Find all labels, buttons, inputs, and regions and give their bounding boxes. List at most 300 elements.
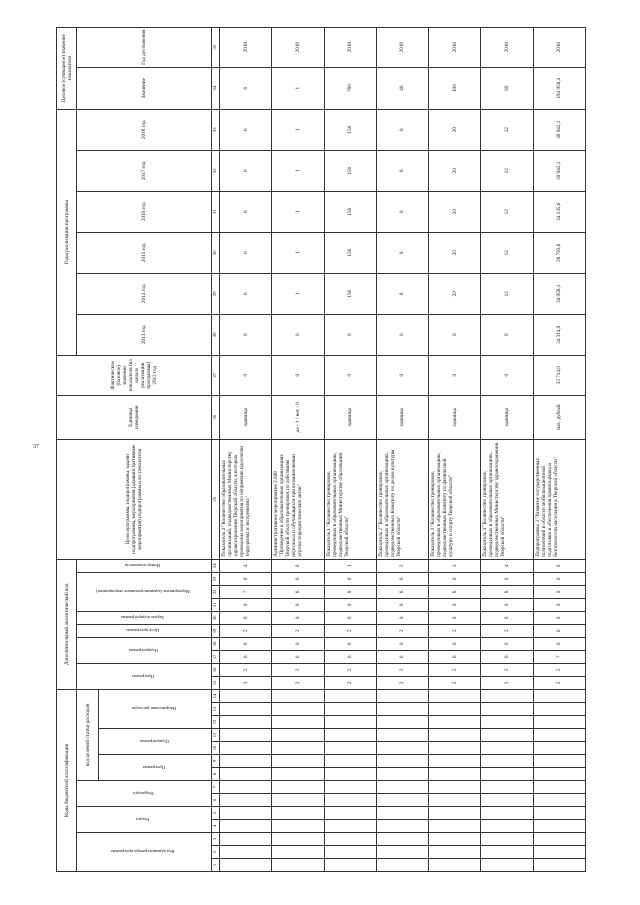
- analytic-code-digit: 6: [376, 650, 428, 663]
- budget-code-cell: [324, 742, 376, 755]
- budget-code-cell: [481, 846, 533, 859]
- row-year-value: 34 314,9: [533, 314, 585, 355]
- row-target-value: 40: [376, 67, 428, 109]
- column-number: 24: [211, 559, 219, 572]
- row-year-value: 156: [324, 109, 376, 150]
- budget-code-cell: [376, 833, 428, 846]
- header-subprogram: Подпрограмма: [99, 729, 212, 755]
- analytic-code-digit: 0: [219, 637, 271, 650]
- row-year-value: 0: [481, 314, 533, 355]
- analytic-code-digit: 2: [429, 624, 481, 637]
- column-number: 29: [211, 273, 219, 314]
- column-number: 20: [211, 611, 219, 624]
- analytic-code-digit: 6: [481, 650, 533, 663]
- budget-code-cell: [324, 846, 376, 859]
- row-year-value: 8: [376, 232, 428, 273]
- budget-code-cell: [481, 716, 533, 729]
- budget-code-cell: [272, 742, 324, 755]
- row-year-value: 8: [376, 273, 428, 314]
- table-row: [429, 27, 481, 871]
- row-year-value: 1: [272, 109, 324, 150]
- analytic-code-digit: 6: [219, 650, 271, 663]
- analytic-code-digit: 2: [376, 624, 428, 637]
- budget-code-cell: [429, 820, 481, 833]
- analytic-code-digit: 0: [481, 572, 533, 585]
- analytic-code-digit: 6: [272, 650, 324, 663]
- analytic-code-digit: 0: [376, 637, 428, 650]
- row-year-value: 20: [429, 150, 481, 191]
- budget-code-cell: [219, 846, 271, 859]
- column-number: 13: [211, 703, 219, 716]
- budget-code-cell: [429, 794, 481, 807]
- table-row: [272, 27, 324, 871]
- analytic-code-digit: 0: [533, 559, 585, 572]
- analytic-code-digit: 2: [533, 663, 585, 676]
- budget-code-cell: [481, 703, 533, 716]
- budget-code-cell: [429, 768, 481, 781]
- row-name: Административное мероприятие 2.008 "Проведение в образовательных организациях Тверской области тренировок по действиям персонала и обучающихся при возникновении угрозы террористических актов": [272, 439, 324, 559]
- analytic-code-digit: 0: [219, 611, 271, 624]
- header-target-year: Год достижения: [77, 27, 212, 67]
- column-number: 30: [211, 232, 219, 273]
- row-unit: тыс. рублей: [533, 395, 585, 439]
- budget-code-cell: [272, 716, 324, 729]
- row-name: Показатель 2 "Количество тренировок, проведенных в образовательных организациях, подведомственных Комитету по делам культуры Тверской области": [376, 439, 428, 559]
- budget-code-cell: [376, 846, 428, 859]
- header-budget-codes: Коды бюджетной классификации: [57, 689, 77, 871]
- row-year-value: 6: [219, 232, 271, 273]
- row-actual: 0: [272, 355, 324, 395]
- header-unit: Единица измерения: [57, 395, 212, 439]
- row-unit: единица: [376, 395, 428, 439]
- budget-code-cell: [324, 768, 376, 781]
- column-number: 34: [211, 67, 219, 109]
- budget-code-cell: [429, 846, 481, 859]
- rotated-table-container: [56, 27, 586, 872]
- budget-code-cell: [376, 807, 428, 820]
- row-target-year: 2018: [376, 27, 428, 67]
- row-year-value: 1: [272, 150, 324, 191]
- analytic-code-digit: 2: [429, 676, 481, 689]
- header-podrazdel: Подраздел: [77, 781, 212, 807]
- column-number: 1: [211, 859, 219, 872]
- budget-code-cell: [219, 768, 271, 781]
- analytic-code-digit: 0: [533, 611, 585, 624]
- analytic-code-digit: 0: [481, 611, 533, 624]
- budget-code-cell: [272, 820, 324, 833]
- analytic-code-digit: 8: [272, 585, 324, 598]
- budget-code-cell: [324, 833, 376, 846]
- row-year-value: 20: [429, 191, 481, 232]
- header-target: Целевое (суммарное) значение показателя: [57, 27, 77, 109]
- budget-code-cell: [324, 781, 376, 794]
- analytic-code-digit: 0: [272, 637, 324, 650]
- budget-code-cell: [376, 742, 428, 755]
- budget-code-cell: [429, 833, 481, 846]
- budget-code-cell: [324, 807, 376, 820]
- budget-code-cell: [429, 859, 481, 872]
- analytic-code-digit: 2: [272, 624, 324, 637]
- budget-code-cell: [481, 755, 533, 768]
- column-number: 33: [211, 109, 219, 150]
- budget-code-cell: [376, 729, 428, 742]
- budget-code-cell: [481, 820, 533, 833]
- header-year-2017: 2017 год: [77, 150, 212, 191]
- budget-code-cell: [429, 689, 481, 702]
- row-name: Показатель 3 "Количество тренировок, проведенных в образовательных организациях, подведомственных Комитету по физической культуре и спорту Тверской области": [429, 439, 481, 559]
- row-target-year: 2018: [429, 27, 481, 67]
- analytic-code-digit: 2: [376, 676, 428, 689]
- row-year-value: 20: [429, 232, 481, 273]
- column-number: 16: [211, 663, 219, 676]
- budget-code-cell: [429, 807, 481, 820]
- row-target-value: 1: [272, 67, 324, 109]
- table-row: [219, 27, 271, 871]
- budget-code-cell: [324, 729, 376, 742]
- header-year-2014: 2014 год: [77, 273, 212, 314]
- analytic-code-digit: 0: [272, 611, 324, 624]
- header-year-2018: 2018 год: [77, 109, 212, 150]
- budget-code-cell: [481, 833, 533, 846]
- column-number: 10: [211, 742, 219, 755]
- analytic-code-digit: 0: [429, 637, 481, 650]
- row-actual: 0: [429, 355, 481, 395]
- analytic-code-digit: 0: [272, 598, 324, 611]
- column-number: 28: [211, 314, 219, 355]
- analytic-code-digit: 4: [481, 559, 533, 572]
- budget-code-cell: [272, 703, 324, 716]
- budget-code-cell: [429, 716, 481, 729]
- column-number: 4: [211, 820, 219, 833]
- budget-code-cell: [533, 833, 585, 846]
- analytic-code-digit: 2: [429, 663, 481, 676]
- row-year-value: 12: [481, 191, 533, 232]
- budget-code-cell: [533, 703, 585, 716]
- header-a-goal: Цель программы: [77, 624, 212, 637]
- column-number: 19: [211, 624, 219, 637]
- header-a-subprogram: Подпрограмма: [77, 637, 212, 663]
- budget-code-cell: [272, 794, 324, 807]
- budget-code-cell: [481, 768, 533, 781]
- column-number: 15: [211, 676, 219, 689]
- budget-code-cell: [533, 689, 585, 702]
- budget-code-cell: [533, 807, 585, 820]
- header-year-2013: 2013 год: [77, 314, 212, 355]
- budget-code-cell: [429, 742, 481, 755]
- budget-code-cell: [324, 859, 376, 872]
- header-actual: Фактическое (базовое) значение показателя (на начало реализации программы) 2012 год: [57, 355, 212, 395]
- analytic-code-digit: 2: [481, 676, 533, 689]
- row-actual: 0: [219, 355, 271, 395]
- row-year-value: 156: [324, 273, 376, 314]
- budget-code-cell: [324, 689, 376, 702]
- budget-code-cell: [272, 846, 324, 859]
- program-indicators-table: [56, 27, 586, 872]
- analytic-code-digit: 6: [429, 650, 481, 663]
- budget-code-cell: [376, 689, 428, 702]
- row-year-value: 34 135,6: [533, 191, 585, 232]
- row-year-value: 12: [481, 232, 533, 273]
- header-razdel: Раздел: [77, 807, 212, 833]
- budget-code-cell: [219, 807, 271, 820]
- budget-code-cell: [219, 703, 271, 716]
- budget-code-cell: [324, 716, 376, 729]
- row-year-value: 6: [219, 191, 271, 232]
- header-a-event: Мероприятие (административное мероприятие): [77, 572, 212, 611]
- row-name: Показатель 4 "Количество образовательных организаций, подведомственных Министерству здравоохранения Тверской области, в которых проведены мероприятия по неприятию идеологии терроризма и экстремизма": [219, 439, 271, 559]
- header-a-program: Программа: [77, 663, 212, 689]
- analytic-code-digit: 0: [533, 637, 585, 650]
- analytic-code-digit: 8: [324, 585, 376, 598]
- row-target-value: 780: [324, 67, 376, 109]
- budget-code-cell: [324, 794, 376, 807]
- budget-code-cell: [219, 794, 271, 807]
- analytic-code-digit: 2: [376, 663, 428, 676]
- analytic-code-digit: 2: [219, 624, 271, 637]
- analytic-code-digit: 1: [324, 559, 376, 572]
- column-number: 6: [211, 794, 219, 807]
- budget-code-cell: [272, 781, 324, 794]
- budget-code-cell: [376, 781, 428, 794]
- row-year-value: 34 958,1: [533, 273, 585, 314]
- budget-code-cell: [324, 820, 376, 833]
- analytic-code-digit: 0: [429, 598, 481, 611]
- row-year-value: 8: [376, 109, 428, 150]
- analytic-code-digit: 0: [481, 637, 533, 650]
- budget-code-cell: [429, 703, 481, 716]
- analytic-code-digit: 0: [533, 572, 585, 585]
- row-actual: 33 714,0: [533, 355, 585, 395]
- budget-code-cell: [376, 820, 428, 833]
- budget-code-cell: [272, 807, 324, 820]
- row-year-value: 6: [219, 150, 271, 191]
- budget-code-cell: [481, 689, 533, 702]
- budget-code-cell: [533, 846, 585, 859]
- budget-code-cell: [481, 807, 533, 820]
- budget-code-cell: [533, 781, 585, 794]
- budget-code-cell: [481, 729, 533, 742]
- row-name: Подпрограмма 3 "Развитие государственных полномочий в области мобилизационной подготовки и обеспечения правопорядка и безопасности населения в Тверской области": [533, 439, 585, 559]
- row-year-value: 0: [324, 314, 376, 355]
- column-number: 7: [211, 781, 219, 794]
- analytic-code-digit: 0: [481, 598, 533, 611]
- analytic-code-digit: 3: [429, 559, 481, 572]
- column-number: 21: [211, 598, 219, 611]
- analytic-code-digit: 0: [376, 572, 428, 585]
- table-body: [219, 27, 585, 871]
- page-number: 37: [33, 444, 39, 450]
- budget-code-cell: [219, 729, 271, 742]
- budget-code-cell: [376, 768, 428, 781]
- row-year-value: 20: [429, 109, 481, 150]
- analytic-code-digit: 0: [533, 585, 585, 598]
- column-number: 31: [211, 191, 219, 232]
- budget-code-cell: [481, 781, 533, 794]
- header-year-2015: 2015 год: [77, 232, 212, 273]
- row-year-value: 12: [481, 150, 533, 191]
- row-year-value: 20: [429, 273, 481, 314]
- row-name: Показатель 4 "Количество тренировок, проведенных в образовательных организациях, подведомственных Министерству здравоохранения Тверской области": [481, 439, 533, 559]
- budget-code-cell: [533, 742, 585, 755]
- budget-code-cell: [219, 833, 271, 846]
- analytic-code-digit: 6: [324, 650, 376, 663]
- column-number: 5: [211, 807, 219, 820]
- row-actual: 0: [324, 355, 376, 395]
- budget-code-cell: [219, 755, 271, 768]
- row-unit: единица: [219, 395, 271, 439]
- row-unit: единица: [324, 395, 376, 439]
- analytic-code-digit: 0: [219, 598, 271, 611]
- table-row: [376, 27, 428, 871]
- analytic-code-digit: 2: [324, 663, 376, 676]
- budget-code-cell: [533, 716, 585, 729]
- analytic-code-digit: 0: [219, 572, 271, 585]
- row-target-value: 60: [481, 67, 533, 109]
- row-target-year: 2018: [481, 27, 533, 67]
- budget-code-cell: [533, 794, 585, 807]
- budget-code-cell: [272, 689, 324, 702]
- budget-code-cell: [219, 716, 271, 729]
- row-year-value: 0: [272, 314, 324, 355]
- column-number: 17: [211, 650, 219, 663]
- budget-code-cell: [481, 794, 533, 807]
- row-year-value: 1: [272, 191, 324, 232]
- table-row: [533, 27, 585, 871]
- analytic-code-digit: 0: [376, 598, 428, 611]
- row-target-value: 6: [219, 67, 271, 109]
- row-target-year: 2018: [272, 27, 324, 67]
- header-direction: Направление расходов: [99, 689, 212, 728]
- analytic-code-digit: 0: [324, 611, 376, 624]
- analytic-code-digit: 0: [272, 572, 324, 585]
- budget-code-cell: [272, 833, 324, 846]
- budget-code-cell: [533, 859, 585, 872]
- analytic-code-digit: 4: [219, 559, 271, 572]
- budget-code-cell: [324, 703, 376, 716]
- row-target-value: 100: [429, 67, 481, 109]
- column-number: 32: [211, 150, 219, 191]
- column-number: 23: [211, 572, 219, 585]
- row-year-value: 0: [376, 314, 428, 355]
- row-name: Показатель 1 "Количество тренировок, проведенных в образовательных организациях, подведомственных Министерству образования Тверской области": [324, 439, 376, 559]
- budget-code-cell: [219, 742, 271, 755]
- analytic-code-digit: 0: [533, 624, 585, 637]
- column-number: 14: [211, 689, 219, 702]
- row-actual: 0: [376, 355, 428, 395]
- budget-code-cell: [219, 859, 271, 872]
- budget-code-cell: [481, 859, 533, 872]
- budget-code-cell: [429, 729, 481, 742]
- analytic-code-digit: 2: [376, 559, 428, 572]
- analytic-code-digit: 0: [533, 598, 585, 611]
- header-name: Цели программы, подпрограммы, задачи подпрограммы, мероприятия (административные мероприятия) подпрограммы и их показатели: [57, 439, 212, 559]
- analytic-code-digit: 2: [533, 676, 585, 689]
- budget-code-cell: [481, 742, 533, 755]
- budget-code-cell: [272, 755, 324, 768]
- budget-code-cell: [376, 859, 428, 872]
- row-target-year: 2018: [219, 27, 271, 67]
- row-year-value: 6: [219, 273, 271, 314]
- row-year-value: 30 942,1: [533, 109, 585, 150]
- analytic-code-digit: 0: [324, 572, 376, 585]
- budget-code-cell: [533, 755, 585, 768]
- budget-code-cell: [376, 703, 428, 716]
- row-year-value: 0: [429, 314, 481, 355]
- row-year-value: 8: [376, 150, 428, 191]
- header-additional-code: Дополнительный аналитический код: [57, 559, 77, 689]
- budget-code-cell: [533, 729, 585, 742]
- row-year-value: 1: [272, 232, 324, 273]
- analytic-code-digit: 2: [219, 663, 271, 676]
- row-year-value: 156: [324, 232, 376, 273]
- column-number: 12: [211, 716, 219, 729]
- row-year-value: 28 793,6: [533, 232, 585, 273]
- analytic-code-digit: 2: [272, 663, 324, 676]
- analytic-code-digit: 2: [272, 676, 324, 689]
- budget-code-cell: [429, 755, 481, 768]
- column-number: 9: [211, 755, 219, 768]
- budget-code-cell: [533, 820, 585, 833]
- analytic-code-digit: 2: [324, 624, 376, 637]
- budget-code-cell: [272, 768, 324, 781]
- column-number: 2: [211, 846, 219, 859]
- budget-code-cell: [219, 781, 271, 794]
- row-unit: да - 1 / нет - 0: [272, 395, 324, 439]
- analytic-code-digit: 8: [376, 585, 428, 598]
- row-unit: единица: [429, 395, 481, 439]
- column-number: 35: [211, 27, 219, 67]
- column-number: 11: [211, 729, 219, 742]
- budget-code-cell: [376, 755, 428, 768]
- table-row: [324, 27, 376, 871]
- row-year-value: 0: [219, 314, 271, 355]
- column-number: 27: [211, 355, 219, 395]
- row-year-value: 6: [219, 109, 271, 150]
- budget-code-cell: [533, 768, 585, 781]
- analytic-code-digit: 2: [481, 624, 533, 637]
- header-year-2016: 2016 год: [77, 191, 212, 232]
- header-kcsr: код целевой статьи расходов: [77, 689, 99, 780]
- row-year-value: 8: [376, 191, 428, 232]
- column-number: 3: [211, 833, 219, 846]
- table-row: [481, 27, 533, 871]
- budget-code-cell: [376, 716, 428, 729]
- row-year-value: 156: [324, 150, 376, 191]
- analytic-code-digit: 0: [376, 611, 428, 624]
- analytic-code-digit: 8: [429, 585, 481, 598]
- analytic-code-digit: 0: [429, 611, 481, 624]
- budget-code-cell: [324, 755, 376, 768]
- column-number-row: [211, 27, 219, 871]
- column-number: 22: [211, 585, 219, 598]
- header-code-admin: Код администратора программы: [77, 833, 212, 872]
- row-year-value: 156: [324, 191, 376, 232]
- row-year-value: 12: [481, 273, 533, 314]
- analytic-code-digit: 2: [324, 676, 376, 689]
- budget-code-cell: [376, 794, 428, 807]
- column-number: 8: [211, 768, 219, 781]
- header-target-value: Значение: [77, 67, 212, 109]
- row-year-value: 12: [481, 109, 533, 150]
- budget-code-cell: [219, 820, 271, 833]
- analytic-code-digit: 7: [533, 650, 585, 663]
- header-program: Программа: [99, 755, 212, 781]
- analytic-code-digit: 3: [219, 676, 271, 689]
- column-number: 26: [211, 395, 219, 439]
- budget-code-cell: [272, 729, 324, 742]
- row-target-year: 2018: [533, 27, 585, 67]
- header-a-number: Номер показателя: [77, 559, 212, 572]
